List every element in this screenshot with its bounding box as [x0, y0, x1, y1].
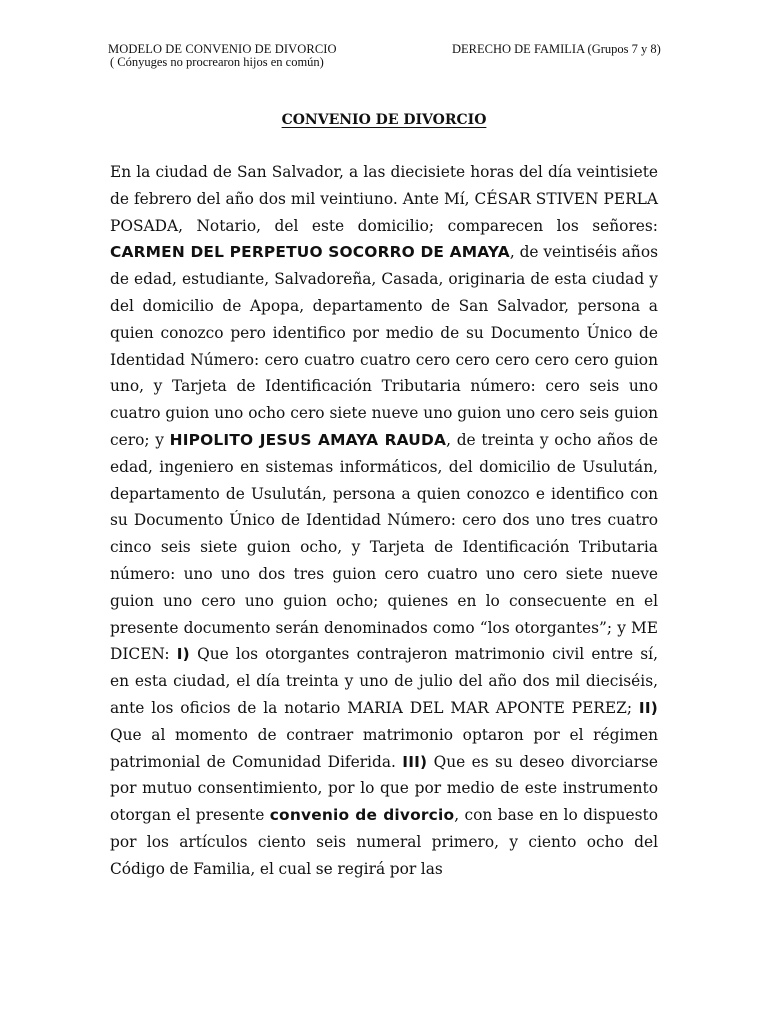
clause-marker-2: II) — [638, 698, 658, 717]
text-segment: , de treinta y ocho años de edad, ingeniero en sistemas informáticos, del domicilio de Usulután, departamento de Usulután, persona a quien conozco e identifico con su Documento Único de Identidad Número: cero dos uno tres cuatro cinco seis siete guion ocho, y Tarjeta de Identificación Tributaria número: uno uno dos tres guion cero cuatro uno cero siete nueve guion uno cero uno guion ocho; quienes en lo consecuente en el presente documento serán denominados como “los otorgantes”; y ME DICEN: — [110, 430, 658, 664]
text-segment: En la ciudad de San Salvador, a las diecisiete horas del día veintisiete de febrero del año dos mil veintiuno. Ante Mí, CÉSAR STIVEN PERLA POSADA, Notario, del este domicilio; comparecen los señores: — [110, 163, 658, 235]
text-segment: Que al momento de contraer matrimonio optaron por el régimen patrimonial de Comunidad Diferida. — [110, 725, 658, 771]
text-segment: , de veintiséis años de edad, estudiante, Salvadoreña, Casada, originaria de esta ciudad y del domicilio de Apopa, departamento de San Salvador, persona a quien conozco pero identifico por medio de su Documento Único de Identidad Número: cero cuatro cuatro cero cero cero cero cero guion uno, y Tarjeta de Identificación Tributaria número: cero seis uno cuatro guion uno ocho cero siete nueve uno guion uno cero seis guion cero; y — [110, 243, 659, 449]
text-segment: , con base en lo dispuesto por los artículos ciento seis numeral primero, y ciento ocho del Código de Familia, el cual se regirá por las — [110, 806, 658, 878]
party-name-1: CARMEN DEL PERPETUO SOCORRO DE AMAYA — [110, 243, 510, 262]
text-segment: Que los otorgantes contrajeron matrimonio civil entre sí, en esta ciudad, el día treinta y uno de julio del año dos mil dieciséis, ante los oficios de la notario MARIA DEL MAR APONTE PEREZ; — [110, 645, 658, 717]
header-course: DERECHO DE FAMILIA (Grupos 7 y 8) — [452, 42, 661, 56]
body-paragraph — [110, 159, 658, 883]
header-subtitle: ( Cónyuges no procrearon hijos en común) — [110, 55, 324, 69]
key-term: convenio de divorcio — [269, 806, 455, 825]
clause-marker-3: III) — [402, 752, 428, 771]
document-title: CONVENIO DE DIVORCIO — [281, 112, 487, 128]
party-name-2: HIPOLITO JESUS AMAYA RAUDA — [169, 430, 447, 449]
header-document-type: MODELO DE CONVENIO DE DIVORCIO — [108, 42, 337, 56]
clause-marker-1: I) — [176, 645, 190, 664]
text-segment: Que es su deseo divorciarse por mutuo consentimiento, por lo que por medio de este instrumento otorgan el presente — [110, 752, 658, 825]
